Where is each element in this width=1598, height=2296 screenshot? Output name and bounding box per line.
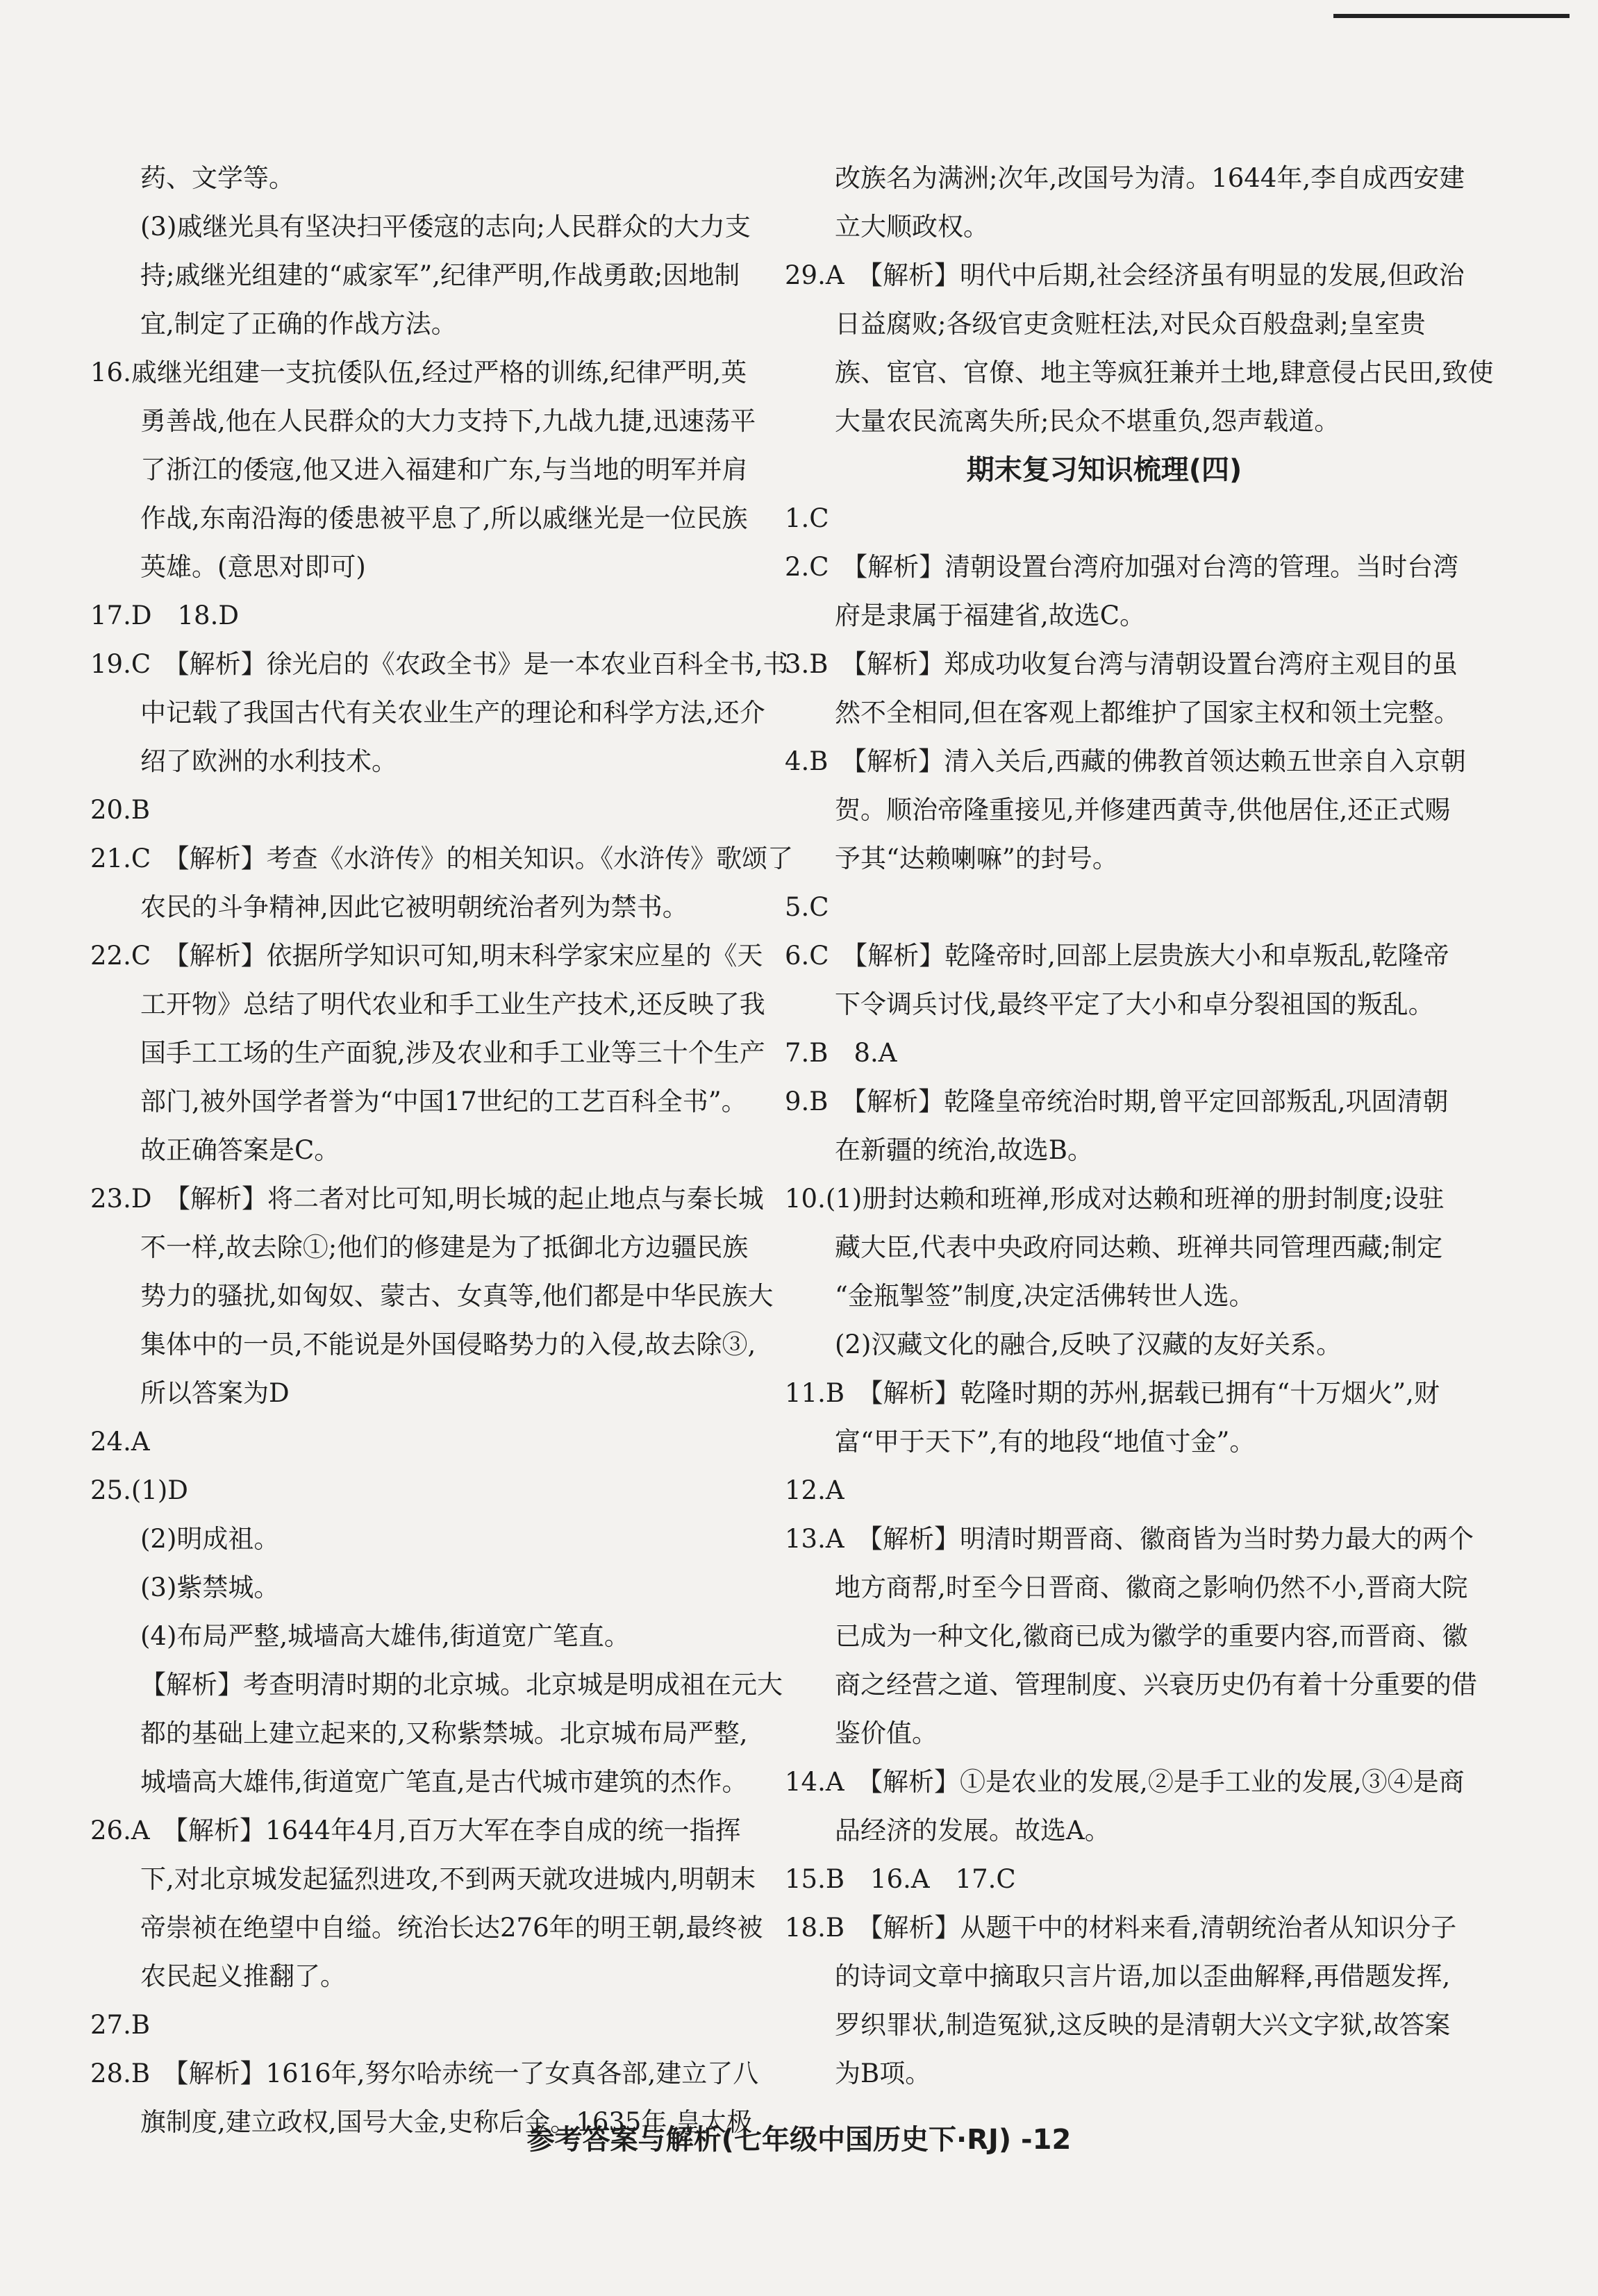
text-line: 城墙高大雄伟,街道宽广笔直,是古代城市建筑的杰作。 bbox=[140, 1767, 748, 1797]
text-line: 持;戚继光组建的“戚家军”,纪律严明,作战勇敢;因地制 bbox=[140, 260, 740, 290]
text-line: 【解析】考查明清时期的北京城。北京城是明成祖在元大 bbox=[140, 1670, 783, 1700]
text-line: 22.C 【解析】依据所学知识可知,明末科学家宋应星的《天 bbox=[90, 941, 763, 971]
text-line: 国手工工场的生产面貌,涉及农业和手工业等三十个生产 bbox=[140, 1038, 765, 1068]
text-line: 勇善战,他在人民群众的大力支持下,九战九捷,迅速荡平 bbox=[140, 406, 756, 436]
text-line: 15.B 16.A 17.C bbox=[785, 1864, 1016, 1894]
text-line: 作战,东南沿海的倭患被平息了,所以戚继光是一位民族 bbox=[140, 503, 748, 533]
text-line: 势力的骚扰,如匈奴、蒙古、女真等,他们都是中华民族大 bbox=[140, 1281, 774, 1311]
text-line: 4.B 【解析】清入关后,西藏的佛教首领达赖五世亲自入京朝 bbox=[785, 746, 1466, 776]
text-line: 中记载了我国古代有关农业生产的理论和科学方法,还介 bbox=[140, 698, 765, 728]
text-line: 旗制度,建立政权,国号大金,史称后金。1635年,皇太极 bbox=[140, 2107, 753, 2137]
text-line: 工开物》总结了明代农业和手工业生产技术,还反映了我 bbox=[140, 989, 765, 1019]
text-line: “金瓶掣签”制度,决定活佛转世人选。 bbox=[835, 1281, 1255, 1311]
text-line: 16.戚继光组建一支抗倭队伍,经过严格的训练,纪律严明,英 bbox=[90, 358, 747, 387]
text-line: 6.C 【解析】乾隆帝时,回部上层贵族大小和卓叛乱,乾隆帝 bbox=[785, 941, 1449, 971]
text-line: 故正确答案是C。 bbox=[140, 1135, 340, 1165]
text-line: 帝崇祯在绝望中自缢。统治长达276年的明王朝,最终被 bbox=[140, 1913, 763, 1943]
text-line: 28.B 【解析】1616年,努尔哈赤统一了女真各部,建立了八 bbox=[90, 2059, 759, 2088]
text-line: 药、文学等。 bbox=[140, 163, 294, 193]
text-line: 13.A 【解析】明清时期晋商、徽商皆为当时势力最大的两个 bbox=[785, 1524, 1474, 1554]
text-line: 下,对北京城发起猛烈进攻,不到两天就攻进城内,明朝末 bbox=[140, 1864, 756, 1894]
text-line: 18.B 【解析】从题干中的材料来看,清朝统治者从知识分子 bbox=[785, 1913, 1457, 1943]
text-line: 12.A bbox=[785, 1475, 844, 1505]
text-line: 1.C bbox=[785, 503, 829, 533]
text-line: 24.A bbox=[90, 1427, 150, 1457]
text-line: 农民的斗争精神,因此它被明朝统治者列为禁书。 bbox=[140, 892, 688, 922]
text-line: 9.B 【解析】乾隆皇帝统治时期,曾平定回部叛乱,巩固清朝 bbox=[785, 1087, 1449, 1116]
text-line: 21.C 【解析】考查《水浒传》的相关知识。《水浒传》歌颂了 bbox=[90, 844, 794, 873]
text-line: 品经济的发展。故选A。 bbox=[835, 1816, 1110, 1845]
text-line: 下令调兵讨伐,最终平定了大小和卓分裂祖国的叛乱。 bbox=[835, 989, 1434, 1019]
text-line: (2)汉藏文化的融合,反映了汉藏的友好关系。 bbox=[835, 1330, 1342, 1359]
text-line: 7.B 8.A bbox=[785, 1038, 897, 1068]
text-line: 不一样,故去除①;他们的修建是为了抵御北方边疆民族 bbox=[140, 1232, 749, 1262]
text-line: 族、宦官、官僚、地主等疯狂兼并土地,肆意侵占民田,致使 bbox=[835, 358, 1494, 387]
text-line: 17.D 18.D bbox=[90, 601, 240, 630]
text-line: 予其“达赖喇嘛”的封号。 bbox=[835, 844, 1118, 873]
text-line: 宜,制定了正确的作战方法。 bbox=[140, 309, 457, 339]
text-line: 绍了欧洲的水利技术。 bbox=[140, 746, 397, 776]
text-line: 商之经营之道、管理制度、兴衰历史仍有着十分重要的借 bbox=[835, 1670, 1477, 1700]
text-line: 集体中的一员,不能说是外国侵略势力的入侵,故去除③, bbox=[140, 1330, 756, 1359]
text-line: 藏大臣,代表中央政府同达赖、班禅共同管理西藏;制定 bbox=[835, 1232, 1443, 1262]
text-line: 5.C bbox=[785, 892, 829, 922]
text-line: 27.B bbox=[90, 2010, 151, 2040]
text-line: 所以答案为D bbox=[140, 1378, 290, 1408]
text-line: 25.(1)D bbox=[90, 1475, 188, 1505]
right-column bbox=[785, 154, 1494, 2098]
text-line: (4)布局严整,城墙高大雄伟,街道宽广笔直。 bbox=[140, 1621, 630, 1651]
text-line: 然不全相同,但在客观上都维护了国家主权和领土完整。 bbox=[835, 698, 1460, 728]
section-heading: 期末复习知识梳理(四) bbox=[966, 454, 1242, 486]
text-line: 的诗词文章中摘取只言片语,加以歪曲解释,再借题发挥, bbox=[835, 1961, 1451, 1991]
text-line: 日益腐败;各级官吏贪赃枉法,对民众百般盘剥;皇室贵 bbox=[835, 309, 1426, 339]
text-line: 26.A 【解析】1644年4月,百万大军在李自成的统一指挥 bbox=[90, 1816, 741, 1845]
text-line: 11.B 【解析】乾隆时期的苏州,据载已拥有“十万烟火”,财 bbox=[785, 1378, 1440, 1408]
text-line: 府是隶属于福建省,故选C。 bbox=[835, 601, 1146, 630]
text-line: 19.C 【解析】徐光启的《农政全书》是一本农业百科全书,书 bbox=[90, 649, 789, 679]
text-line: 14.A 【解析】①是农业的发展,②是手工业的发展,③④是商 bbox=[785, 1767, 1465, 1797]
text-line: 为B项。 bbox=[835, 2059, 931, 2088]
text-line: 了浙江的倭寇,他又进入福建和广东,与当地的明军并肩 bbox=[140, 455, 748, 485]
text-line: 地方商帮,时至今日晋商、徽商之影响仍然不小,晋商大院 bbox=[835, 1573, 1468, 1602]
text-line: (2)明成祖。 bbox=[140, 1524, 280, 1554]
text-line: 英雄。(意思对即可) bbox=[140, 552, 366, 582]
text-line: 鉴价值。 bbox=[835, 1718, 938, 1748]
text-line: 立大顺政权。 bbox=[835, 212, 989, 242]
top-rule bbox=[1333, 14, 1570, 18]
left-column bbox=[90, 154, 794, 2147]
text-line: 29.A 【解析】明代中后期,社会经济虽有明显的发展,但政治 bbox=[785, 260, 1465, 290]
text-line: 在新疆的统治,故选B。 bbox=[835, 1135, 1093, 1165]
text-line: 23.D 【解析】将二者对比可知,明长城的起止地点与秦长城 bbox=[90, 1184, 764, 1214]
text-line: (3)戚继光具有坚决扫平倭寇的志向;人民群众的大力支 bbox=[140, 212, 751, 242]
text-line: 大量农民流离失所;民众不堪重负,怨声载道。 bbox=[835, 406, 1340, 436]
text-line: 农民起义推翻了。 bbox=[140, 1961, 346, 1991]
text-line: 贺。顺治帝隆重接见,并修建西黄寺,供他居住,还正式赐 bbox=[835, 795, 1451, 825]
text-line: 3.B 【解析】郑成功收复台湾与清朝设置台湾府主观目的虽 bbox=[785, 649, 1458, 679]
text-line: 2.C 【解析】清朝设置台湾府加强对台湾的管理。当时台湾 bbox=[785, 552, 1459, 582]
text-line: 罗织罪状,制造冤狱,这反映的是清朝大兴文字狱,故答案 bbox=[835, 2010, 1451, 2040]
text-line: 20.B bbox=[90, 795, 151, 825]
page-footer: 参考答案与解析(七年级中国历史下·RJ) -12 bbox=[526, 2124, 1072, 2156]
text-line: 部门,被外国学者誉为“中国17世纪的工艺百科全书”。 bbox=[140, 1087, 747, 1116]
text-line: 富“甲于天下”,有的地段“地值寸金”。 bbox=[835, 1427, 1256, 1457]
text-line: 改族名为满洲;次年,改国号为清。1644年,李自成西安建 bbox=[835, 163, 1465, 193]
text-line: 已成为一种文化,徽商已成为徽学的重要内容,而晋商、徽 bbox=[835, 1621, 1468, 1651]
text-line: 都的基础上建立起来的,又称紫禁城。北京城布局严整, bbox=[140, 1718, 748, 1748]
text-line: (3)紫禁城。 bbox=[140, 1573, 280, 1602]
text-line: 10.(1)册封达赖和班禅,形成对达赖和班禅的册封制度;设驻 bbox=[785, 1184, 1445, 1214]
